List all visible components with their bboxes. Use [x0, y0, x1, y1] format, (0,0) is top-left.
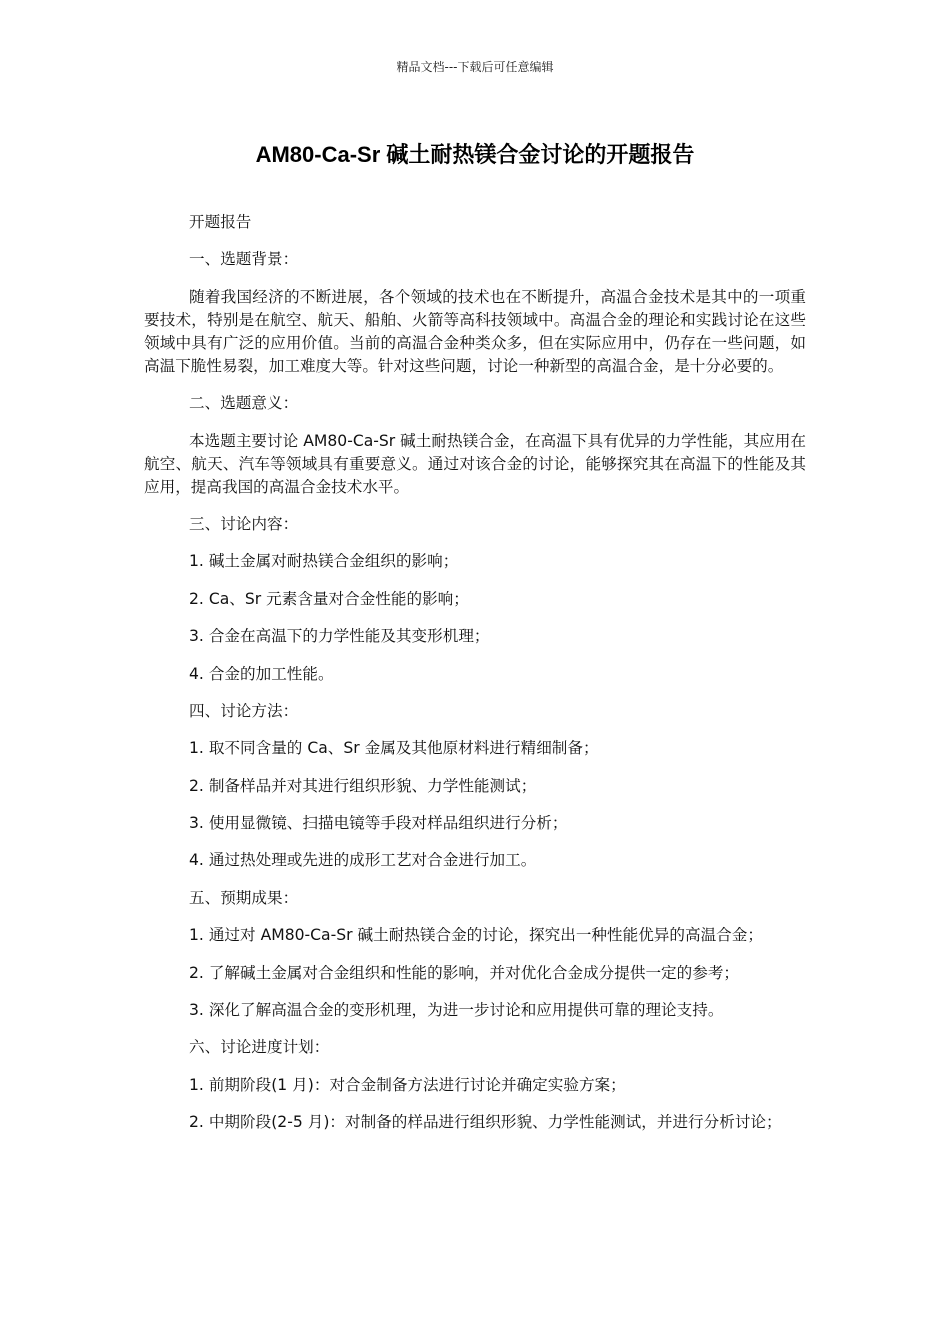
list-item-schedule-2: 2. 中期阶段(2-5 月)：对制备的样品进行组织形貌、力学性能测试，并进行分析讨论； — [189, 1113, 782, 1132]
list-item-content-1: 1. 碱土金属对耐热镁合金组织的影响； — [189, 552, 459, 571]
paragraph-background: 随着我国经济的不断进展，各个领域的技术也在不断提升，高温合金技术是其中的一项重要技术，特别是在航空、航天、船舶、火箭等高科技领域中。高温合金的理论和实践讨论在这些领域中具有广泛的应用价值。当前的高温合金种类众多，但在实际应用中，仍存在一些问题，如高温下脆性易裂，加工难度大等。针对这些问题，讨论一种新型的高温合金，是十分必要的。 — [144, 287, 806, 375]
list-item-outcomes-2: 2. 了解碱土金属对合金组织和性能的影响，并对优化合金成分提供一定的参考； — [189, 963, 740, 982]
list-item-methods-4: 4. 通过热处理或先进的成形工艺对合金进行加工。 — [189, 851, 537, 870]
list-item-outcomes-1: 1. 通过对 AM80-Ca-Sr 碱土耐热镁合金的讨论，探究出一种性能优异的高温合金； — [189, 926, 763, 945]
list-item-methods-2: 2. 制备样品并对其进行组织形貌、力学性能测试； — [189, 776, 537, 795]
document-body — [144, 211, 806, 1149]
list-item-methods-1: 1. 取不同含量的 Ca、Sr 金属及其他原材料进行精细制备； — [189, 739, 599, 758]
subtitle-kaiti: 开题报告 — [189, 213, 252, 231]
list-item-schedule-1: 1. 前期阶段(1 月)：对合金制备方法进行讨论并确定实验方案； — [189, 1075, 626, 1094]
section-heading-significance: 二、选题意义： — [189, 394, 299, 413]
list-item-content-4: 4. 合金的加工性能。 — [189, 664, 334, 683]
page-header: 精品文档---下载后可任意编辑 — [396, 60, 554, 74]
list-item-content-3: 3. 合金在高温下的力学性能及其变形机理； — [189, 627, 490, 646]
section-heading-background: 一、选题背景： — [189, 250, 299, 269]
list-item-outcomes-3: 3. 深化了解高温合金的变形机理，为进一步讨论和应用提供可靠的理论支持。 — [189, 1001, 724, 1020]
section-heading-methods: 四、讨论方法： — [189, 701, 299, 720]
section-heading-outcomes: 五、预期成果： — [189, 888, 299, 907]
section-heading-content: 三、讨论内容： — [189, 514, 299, 533]
list-item-methods-3: 3. 使用显微镜、扫描电镜等手段对样品组织进行分析； — [189, 814, 568, 833]
document-title: AM80-Ca-Sr 碱土耐热镁合金讨论的开题报告 — [255, 142, 695, 167]
section-heading-schedule: 六、讨论进度计划： — [189, 1038, 330, 1057]
list-item-content-2: 2. Ca、Sr 元素含量对合金性能的影响； — [189, 589, 469, 608]
paragraph-significance: 本选题主要讨论 AM80-Ca-Sr 碱土耐热镁合金，在高温下具有优异的力学性能，其应用在航空、航天、汽车等领域具有重要意义。通过对该合金的讨论，能够探究其在高温下的性能及其应用，提高我国的高温合金技术水平。 — [144, 431, 806, 496]
